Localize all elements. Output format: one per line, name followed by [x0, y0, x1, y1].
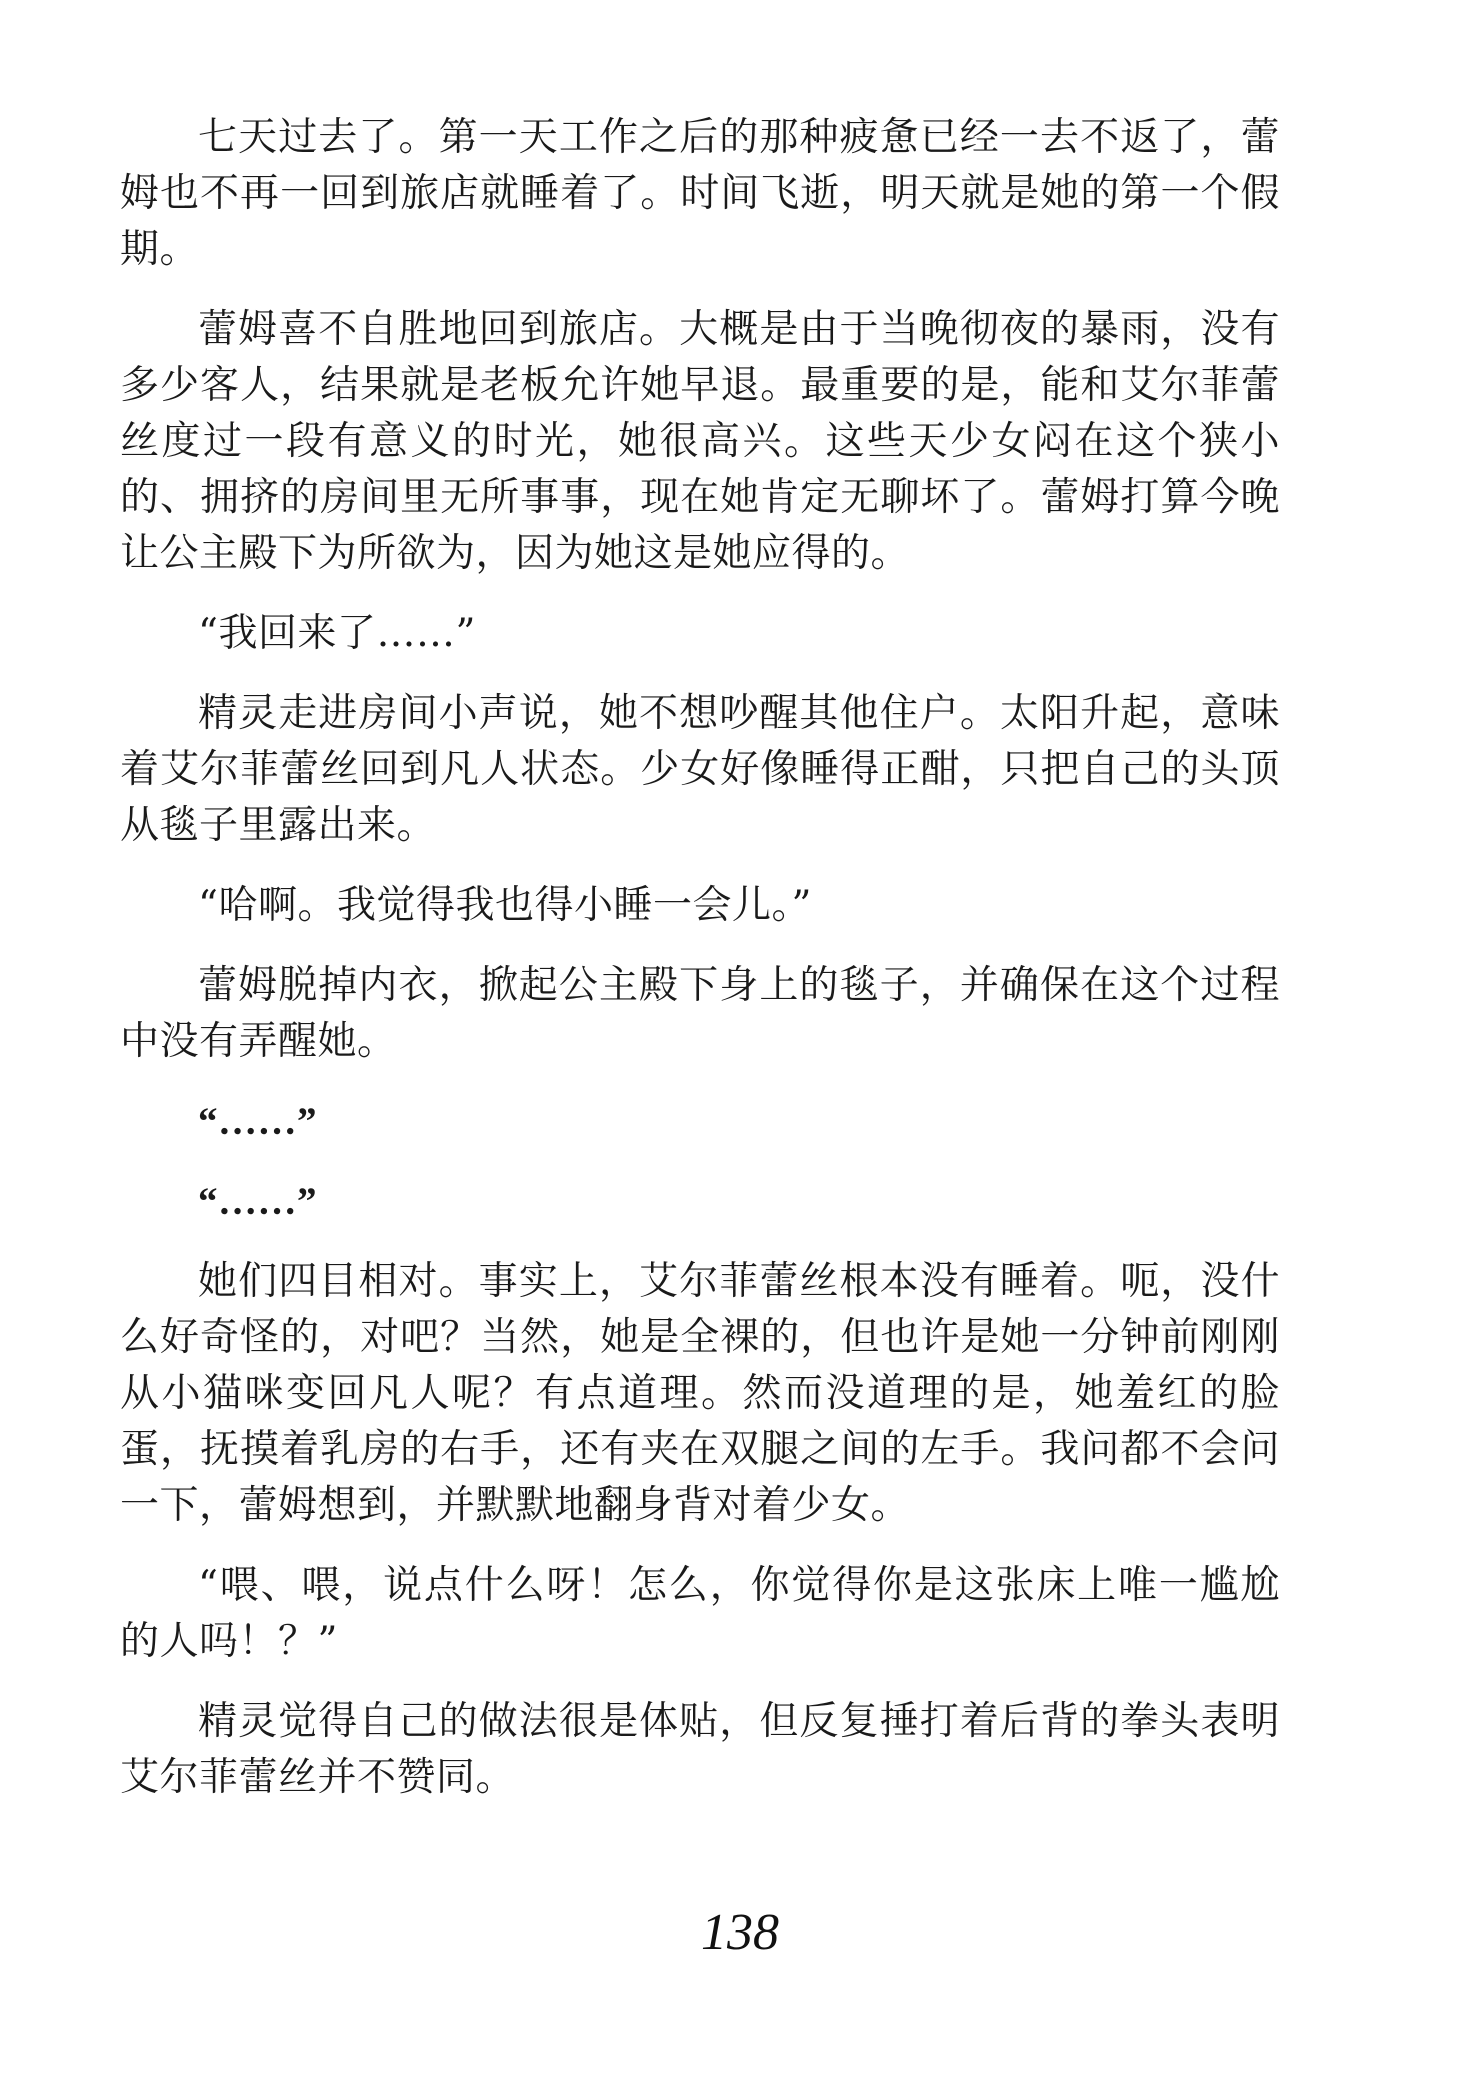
- dialogue-line: “喂、喂，说点什么呀！怎么，你觉得你是这张床上唯一尴尬的人吗！？”: [120, 1563, 1280, 1664]
- paragraph: 蕾姆喜不自胜地回到旅店。大概是由于当晚彻夜的暴雨，没有多少客人，结果就是老板允许她早退。最重要的是，能和艾尔菲蕾丝度过一段有意义的时光，她很高兴。这些天少女闷在这个狭小的、拥挤的房间里无所事事，现在她肯定无聊坏了。蕾姆打算今晚让公主殿下为所欲为，因为她这是她应得的。: [120, 307, 1280, 576]
- dialogue-ellipsis: “……”: [198, 1100, 317, 1143]
- dialogue-line: “哈啊。我觉得我也得小睡一会儿。”: [198, 883, 812, 928]
- paragraph: 精灵觉得自己的做法很是体贴，但反复捶打着后背的拳头表明艾尔菲蕾丝并不赞同。: [120, 1699, 1280, 1800]
- page-number: 138: [701, 1904, 779, 1961]
- body-text: [120, 110, 1280, 1830]
- paragraph: 七天过去了。第一天工作之后的那种疲惫已经一去不返了，蕾姆也不再一回到旅店就睡着了。时间飞逝，明天就是她的第一个假期。: [120, 115, 1280, 272]
- dialogue-ellipsis: “……”: [198, 1180, 317, 1223]
- dialogue-line: “我回来了……”: [198, 611, 476, 656]
- paragraph: 蕾姆脱掉内衣，掀起公主殿下身上的毯子，并确保在这个过程中没有弄醒她。: [120, 963, 1280, 1064]
- paragraph: 她们四目相对。事实上，艾尔菲蕾丝根本没有睡着。呃，没什么好奇怪的，对吧？当然，她是全裸的，但也许是她一分钟前刚刚从小猫咪变回凡人呢？有点道理。然而没道理的是，她羞红的脸蛋，抚摸着乳房的右手，还有夹在双腿之间的左手。我问都不会问一下，蕾姆想到，并默默地翻身背对着少女。: [120, 1259, 1280, 1528]
- paragraph: 精灵走进房间小声说，她不想吵醒其他住户。太阳升起，意味着艾尔菲蕾丝回到凡人状态。少女好像睡得正酣，只把自己的头顶从毯子里露出来。: [120, 691, 1280, 848]
